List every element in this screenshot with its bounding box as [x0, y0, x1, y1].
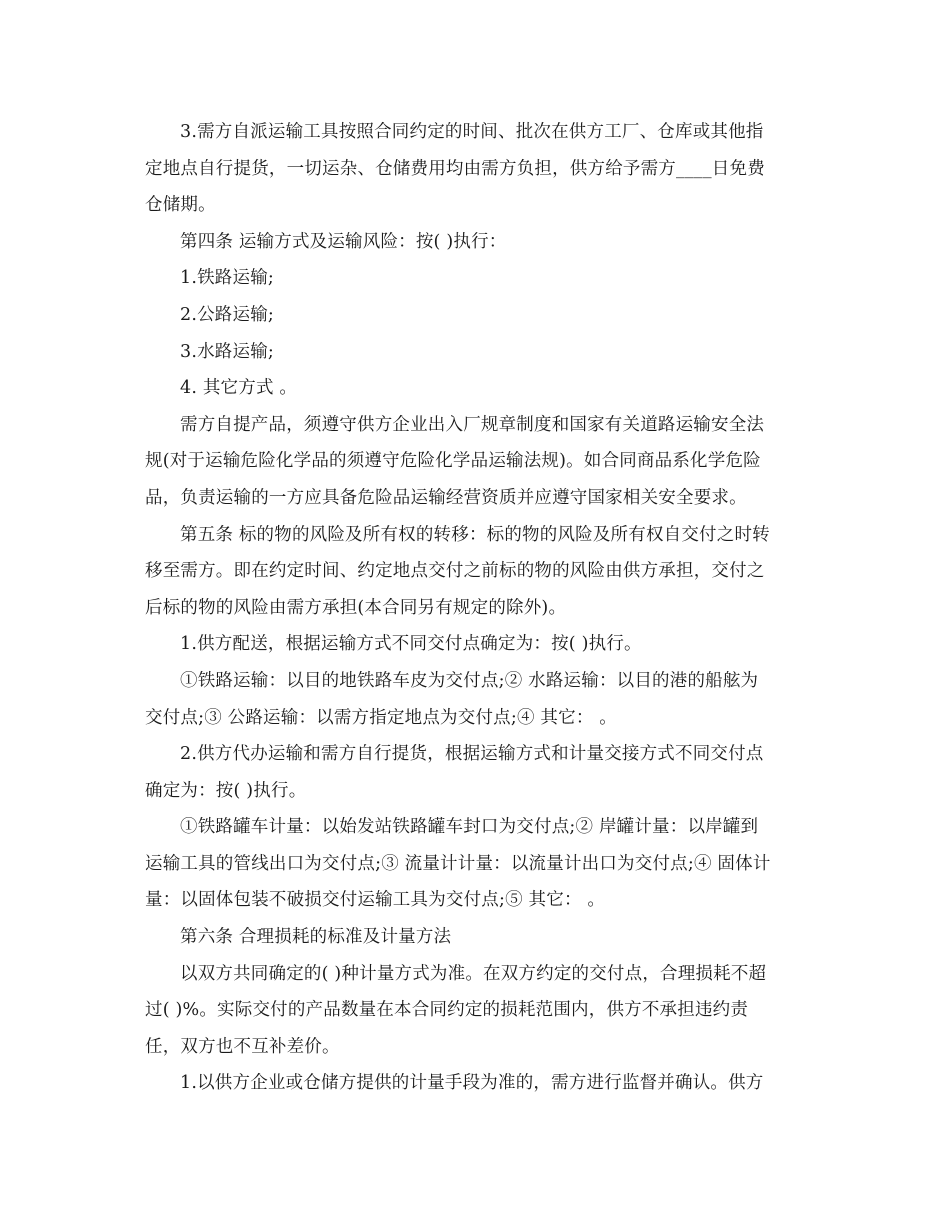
- list-item-agency-transport: [145, 736, 805, 809]
- article-5-paragraph: [145, 517, 805, 627]
- text-line: 后标的物的风险由需方承担(本合同另有规定的除外)。: [145, 597, 567, 618]
- list-item-highway: [145, 297, 805, 334]
- text-line: 3.需方自派运输工具按照合同约定的时间、批次在供方工厂、仓库或其他指: [180, 122, 764, 142]
- text-line: ①铁路罐车计量：以始发站铁路罐车封口为交付点;② 岸罐计量：以岸罐到: [180, 817, 759, 838]
- document-body: [145, 114, 805, 1102]
- text-line: 过( )%。实际交付的产品数量在本合同约定的损耗范围内，供方不承担违约责: [145, 1000, 749, 1021]
- text-line: 任，双方也不互补差价。: [145, 1036, 340, 1057]
- text-line: 运输工具的管线出口为交付点;③ 流量计计量：以流量计出口为交付点;④ 固体计: [145, 853, 771, 874]
- list-item-railway: [145, 260, 805, 297]
- paragraph-delivery-points: [145, 663, 805, 736]
- text-line: 1.以供方企业或仓储方提供的计量手段为准的，需方进行监督并确认。供方: [180, 1073, 764, 1094]
- text-line: 量：以固体包装不破损交付运输工具为交付点;⑤ 其它： 。: [145, 890, 606, 911]
- list-item-other: [145, 370, 805, 407]
- article-4-heading: [145, 224, 805, 261]
- text-line: 1.铁路运输;: [180, 268, 274, 289]
- text-line: 确定为：按( )执行。: [145, 780, 307, 801]
- paragraph-self-pickup: [145, 114, 805, 224]
- text-line: 4. 其它方式 。: [180, 378, 298, 399]
- paragraph-safety-rules: [145, 407, 805, 517]
- text-line: 品，负责运输的一方应具备危险品运输经营资质并应遵守国家相关安全要求。: [145, 487, 747, 508]
- text-line: 仓储期。: [145, 195, 216, 216]
- text-line: 第五条 标的物的风险及所有权的转移：标的物的风险及所有权自交付之时转: [180, 524, 770, 545]
- list-item-supplier-delivery: [145, 626, 805, 663]
- text-line: 第六条 合理损耗的标准及计量方法: [180, 927, 452, 948]
- list-item-waterway: [145, 334, 805, 371]
- text-line: 第四条 运输方式及运输风险：按( )执行：: [180, 231, 507, 252]
- paragraph-metering-points: [145, 809, 805, 919]
- text-line: 2.供方代办运输和需方自行提货，根据运输方式和计量交接方式不同交付点: [180, 744, 764, 765]
- text-line: 以双方共同确定的( )种计量方式为准。在双方约定的交付点，合理损耗不超: [180, 963, 767, 984]
- text-line: 定地点自行提货，一切运杂、仓储费用均由需方负担，供方给予需方____日免费: [145, 158, 765, 179]
- text-line: ①铁路运输：以目的地铁路车皮为交付点;② 水路运输：以目的港的船舷为: [180, 670, 759, 691]
- text-line: 2.公路运输;: [180, 304, 274, 325]
- text-line: 需方自提产品，须遵守供方企业出入厂规章制度和国家有关道路运输安全法: [180, 414, 765, 435]
- list-item-supplier-metering: [145, 1065, 805, 1102]
- paragraph-loss-standard: [145, 956, 805, 1066]
- text-line: 规(对于运输危险化学品的须遵守危险化学品运输法规)。如合同商品系化学危险: [145, 451, 761, 472]
- text-line: 3.水路运输;: [180, 341, 274, 362]
- text-line: 移至需方。即在约定时间、约定地点交付之前标的物的风险由供方承担，交付之: [145, 561, 765, 582]
- article-6-heading: [145, 919, 805, 956]
- text-line: 交付点;③ 公路运输：以需方指定地点为交付点;④ 其它： 。: [145, 707, 617, 728]
- text-line: 1.供方配送，根据运输方式不同交付点确定为：按( )执行。: [180, 634, 642, 655]
